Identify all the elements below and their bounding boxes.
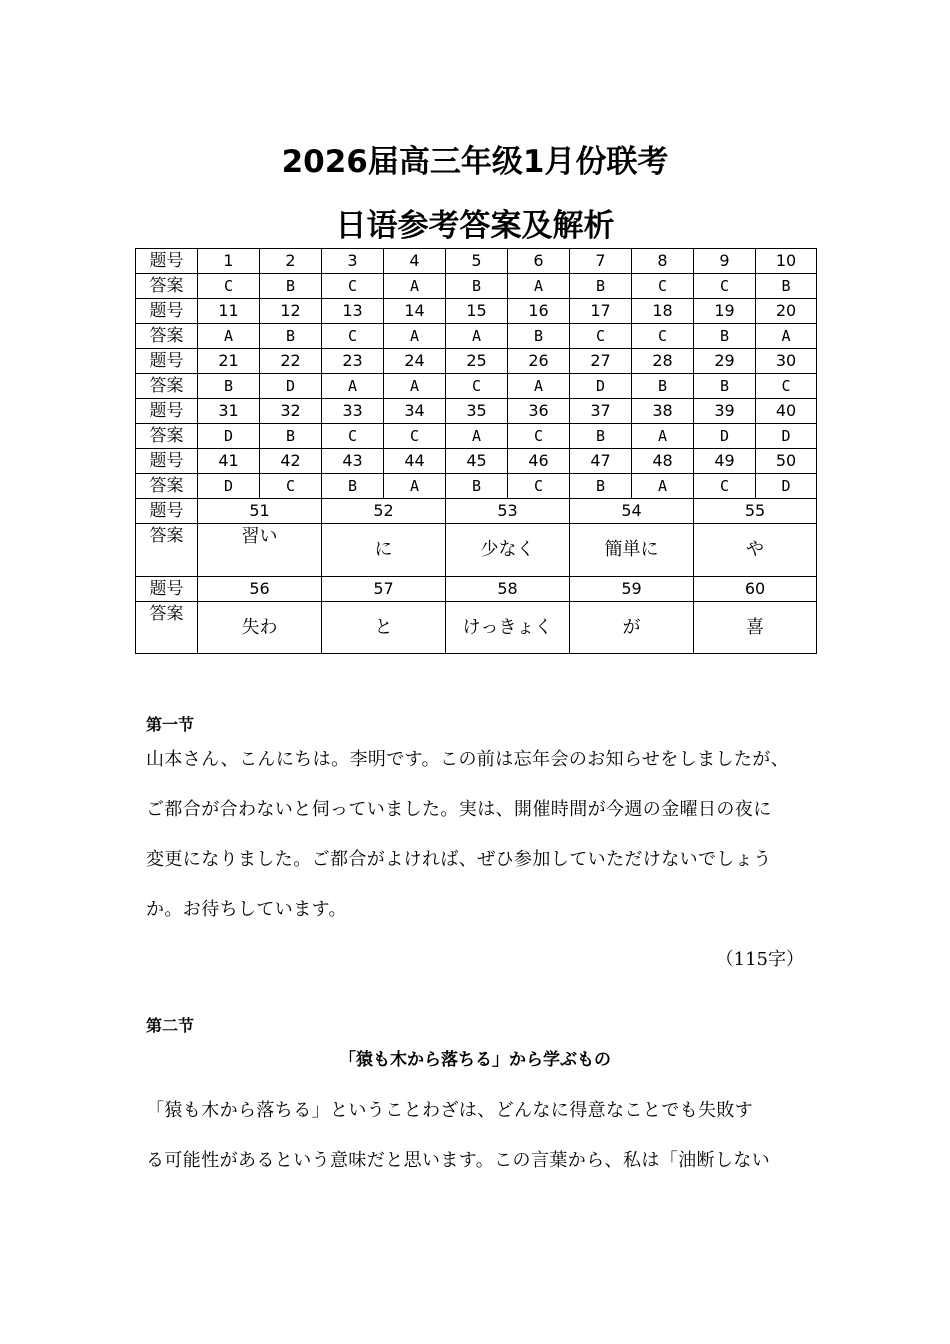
question-number: 18 xyxy=(632,299,694,324)
question-number: 39 xyxy=(694,399,756,424)
question-number: 17 xyxy=(570,299,632,324)
answer-cell: A xyxy=(384,474,446,499)
answer-row xyxy=(136,524,817,577)
question-number: 13 xyxy=(322,299,384,324)
answer-cell: C xyxy=(508,424,570,449)
question-number: 38 xyxy=(632,399,694,424)
answer-cell: B xyxy=(446,474,508,499)
section2-paragraph xyxy=(146,1086,806,1186)
answer-cell: B xyxy=(756,274,817,299)
question-number: 16 xyxy=(508,299,570,324)
answer-cell: A xyxy=(384,274,446,299)
question-number: 8 xyxy=(632,249,694,274)
answer-row xyxy=(136,424,817,449)
question-number: 22 xyxy=(260,349,322,374)
answer-cell: に xyxy=(322,524,446,577)
answer-cell: 習い xyxy=(198,524,322,577)
answer-cell: C xyxy=(322,424,384,449)
question-number: 56 xyxy=(198,577,322,602)
answer-cell: B xyxy=(570,424,632,449)
answer-cell: C xyxy=(384,424,446,449)
question-number: 21 xyxy=(198,349,260,374)
answer-cell: A xyxy=(756,324,817,349)
document-subtitle: 日语参考答案及解析 xyxy=(335,208,615,244)
text-line: か。お待ちしています。 xyxy=(146,899,347,920)
answer-cell: と xyxy=(322,602,446,654)
answer-cell: D xyxy=(694,424,756,449)
question-number: 19 xyxy=(694,299,756,324)
question-number: 37 xyxy=(570,399,632,424)
answer-cell: B xyxy=(260,324,322,349)
question-number: 35 xyxy=(446,399,508,424)
answer-row xyxy=(136,374,817,399)
row-label-answer: 答案 xyxy=(136,602,198,654)
question-number: 29 xyxy=(694,349,756,374)
answer-cell: A xyxy=(198,324,260,349)
row-label-number: 题号 xyxy=(136,399,198,424)
answer-cell: A xyxy=(446,424,508,449)
question-number: 6 xyxy=(508,249,570,274)
question-number: 31 xyxy=(198,399,260,424)
question-number: 36 xyxy=(508,399,570,424)
text-line: 変更になりました。ご都合がよければ、ぜひ参加していただけないでしょう xyxy=(146,849,772,870)
answer-cell: C xyxy=(570,324,632,349)
question-number: 7 xyxy=(570,249,632,274)
answer-cell: C xyxy=(632,324,694,349)
answer-row xyxy=(136,602,817,654)
row-label-number: 题号 xyxy=(136,349,198,374)
answer-cell: D xyxy=(570,374,632,399)
answer-cell: C xyxy=(446,374,508,399)
answer-cell: B xyxy=(446,274,508,299)
essay-title: 「猿も木から落ちる」から学ぶもの xyxy=(339,1050,611,1070)
question-number: 1 xyxy=(198,249,260,274)
answer-cell: D xyxy=(198,474,260,499)
question-number: 46 xyxy=(508,449,570,474)
question-number: 28 xyxy=(632,349,694,374)
answer-cell: B xyxy=(260,274,322,299)
question-number: 12 xyxy=(260,299,322,324)
row-label-number: 题号 xyxy=(136,499,198,524)
question-number: 20 xyxy=(756,299,817,324)
question-number: 14 xyxy=(384,299,446,324)
question-number: 15 xyxy=(446,299,508,324)
row-label-answer: 答案 xyxy=(136,424,198,449)
answer-cell: 喜 xyxy=(694,602,817,654)
row-label-answer: 答案 xyxy=(136,274,198,299)
answer-cell: が xyxy=(570,602,694,654)
question-number: 26 xyxy=(508,349,570,374)
answer-cell: A xyxy=(446,324,508,349)
text-line: 「猿も木から落ちる」ということわざは、どんなに得意なことでも失敗す xyxy=(146,1100,754,1121)
question-number: 3 xyxy=(322,249,384,274)
answer-cell: D xyxy=(260,374,322,399)
answer-cell: B xyxy=(198,374,260,399)
answer-cell: A xyxy=(632,424,694,449)
answer-cell: や xyxy=(694,524,817,577)
answer-cell: B xyxy=(570,474,632,499)
question-number: 25 xyxy=(446,349,508,374)
answer-cell: B xyxy=(694,374,756,399)
number-row xyxy=(136,249,817,274)
answer-cell: A xyxy=(322,374,384,399)
answer-cell: C xyxy=(198,274,260,299)
row-label-number: 题号 xyxy=(136,299,198,324)
question-number: 24 xyxy=(384,349,446,374)
answer-cell: B xyxy=(632,374,694,399)
question-number: 43 xyxy=(322,449,384,474)
answer-cell: C xyxy=(508,474,570,499)
answer-cell: 失わ xyxy=(198,602,322,654)
answer-row xyxy=(136,274,817,299)
question-number: 40 xyxy=(756,399,817,424)
question-number: 44 xyxy=(384,449,446,474)
number-row xyxy=(136,299,817,324)
question-number: 54 xyxy=(570,499,694,524)
answer-cell: B xyxy=(570,274,632,299)
question-number: 32 xyxy=(260,399,322,424)
text-line: 山本さん、こんにちは。李明です。この前は忘年会のお知らせをしましたが、 xyxy=(146,749,790,770)
question-number: 41 xyxy=(198,449,260,474)
question-number: 33 xyxy=(322,399,384,424)
answer-cell: 簡単に xyxy=(570,524,694,577)
question-number: 5 xyxy=(446,249,508,274)
question-number: 57 xyxy=(322,577,446,602)
answer-cell: C xyxy=(694,274,756,299)
question-number: 55 xyxy=(694,499,817,524)
row-label-number: 题号 xyxy=(136,577,198,602)
question-number: 45 xyxy=(446,449,508,474)
answer-cell: B xyxy=(508,324,570,349)
number-row xyxy=(136,577,817,602)
row-label-answer: 答案 xyxy=(136,524,198,577)
question-number: 11 xyxy=(198,299,260,324)
section1-heading: 第一节 xyxy=(146,715,195,734)
section2-heading: 第二节 xyxy=(146,1016,195,1035)
question-number: 10 xyxy=(756,249,817,274)
document-title: 2026届高三年级1月份联考 xyxy=(281,144,669,180)
question-number: 51 xyxy=(198,499,322,524)
char-count: （115字） xyxy=(715,949,804,970)
question-number: 48 xyxy=(632,449,694,474)
answer-row xyxy=(136,474,817,499)
answer-cell: けっきょく xyxy=(446,602,570,654)
answer-table xyxy=(135,248,817,654)
answer-cell: C xyxy=(322,324,384,349)
question-number: 49 xyxy=(694,449,756,474)
question-number: 53 xyxy=(446,499,570,524)
answer-cell: A xyxy=(508,274,570,299)
answer-cell: A xyxy=(384,374,446,399)
row-label-answer: 答案 xyxy=(136,474,198,499)
question-number: 30 xyxy=(756,349,817,374)
question-number: 2 xyxy=(260,249,322,274)
answer-cell: B xyxy=(322,474,384,499)
answer-cell: A xyxy=(632,474,694,499)
answer-cell: C xyxy=(322,274,384,299)
question-number: 42 xyxy=(260,449,322,474)
answer-cell: C xyxy=(756,374,817,399)
question-number: 27 xyxy=(570,349,632,374)
text-line: る可能性があるという意味だと思います。この言葉から、私は「油断しない xyxy=(146,1150,771,1171)
row-label-number: 题号 xyxy=(136,249,198,274)
question-number: 47 xyxy=(570,449,632,474)
answer-cell: B xyxy=(260,424,322,449)
answer-cell: D xyxy=(756,474,817,499)
section1-paragraph xyxy=(146,735,806,935)
answer-cell: A xyxy=(508,374,570,399)
number-row xyxy=(136,499,817,524)
answer-cell: 少なく xyxy=(446,524,570,577)
number-row xyxy=(136,349,817,374)
question-number: 23 xyxy=(322,349,384,374)
row-label-answer: 答案 xyxy=(136,324,198,349)
answer-cell: C xyxy=(632,274,694,299)
answer-cell: D xyxy=(756,424,817,449)
answer-cell: C xyxy=(260,474,322,499)
answer-cell: C xyxy=(694,474,756,499)
question-number: 52 xyxy=(322,499,446,524)
number-row xyxy=(136,449,817,474)
question-number: 4 xyxy=(384,249,446,274)
question-number: 34 xyxy=(384,399,446,424)
question-number: 58 xyxy=(446,577,570,602)
answer-cell: D xyxy=(198,424,260,449)
answer-row xyxy=(136,324,817,349)
answer-cell: B xyxy=(694,324,756,349)
question-number: 59 xyxy=(570,577,694,602)
question-number: 60 xyxy=(694,577,817,602)
question-number: 50 xyxy=(756,449,817,474)
text-line: ご都合が合わないと伺っていました。実は、開催時間が今週の金曜日の夜に xyxy=(146,799,772,820)
row-label-number: 题号 xyxy=(136,449,198,474)
number-row xyxy=(136,399,817,424)
question-number: 9 xyxy=(694,249,756,274)
row-label-answer: 答案 xyxy=(136,374,198,399)
answer-cell: A xyxy=(384,324,446,349)
